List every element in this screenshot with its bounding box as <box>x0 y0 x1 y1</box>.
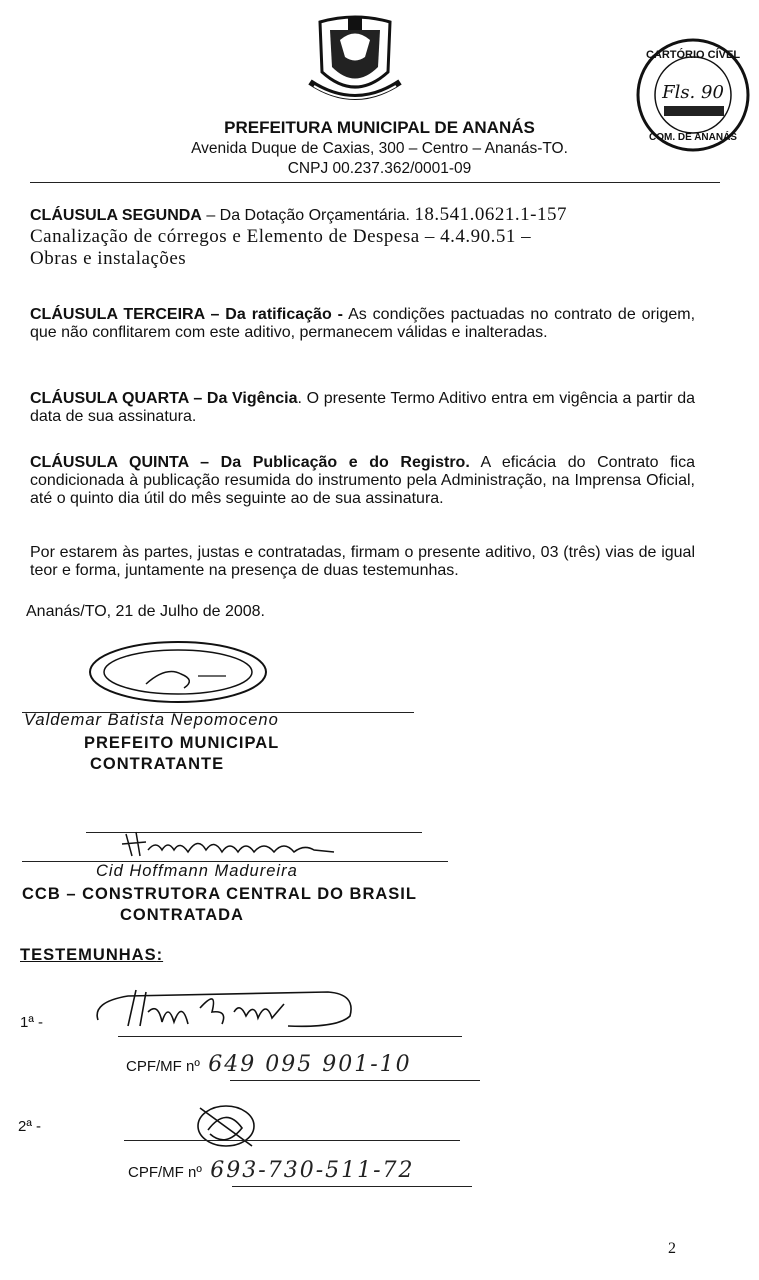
svg-text:COM. DE ANANÁS: COM. DE ANANÁS <box>649 132 737 143</box>
place-date: Ananás/TO, 21 de Julho de 2008. <box>26 603 265 620</box>
svg-text:CARTÓRIO CÍVEL: CARTÓRIO CÍVEL <box>645 49 741 61</box>
contratante-party: CONTRATANTE <box>90 755 225 773</box>
header-divider <box>30 182 720 183</box>
witness-2-signature <box>186 1098 266 1156</box>
clause-heading: CLÁUSULA QUINTA – Da Publicação e do Registro. <box>30 454 470 471</box>
contratada-signature <box>118 826 348 862</box>
cpf-label: CPF/MF nº <box>128 1164 202 1181</box>
witness-1-cpf <box>126 1052 412 1077</box>
closing-paragraph: Por estarem às partes, justas e contratadas, firmam o presente aditivo, 03 (três) vias de igual teor e forma, juntamente na presença de duas testemunhas. <box>30 544 695 579</box>
witness-2-cpf <box>128 1158 415 1183</box>
clause-segunda <box>30 204 700 270</box>
signature-line <box>118 1036 462 1037</box>
signature-line <box>232 1186 472 1187</box>
clause-quinta <box>30 454 695 508</box>
clause-terceira <box>30 306 695 342</box>
clause-line: Canalização de córregos e Elemento de Despesa – 4.4.90.51 – <box>30 226 532 247</box>
signature-line <box>230 1080 480 1081</box>
contratante-signature <box>86 636 271 708</box>
header-address: Avenida Duque de Caxias, 300 – Centro – Ananás-TO. <box>191 140 568 157</box>
cpf-value: 649 095 901-10 <box>208 1052 412 1077</box>
contratada-party: CONTRATADA <box>120 906 244 924</box>
clause-subtitle: – Da Dotação Orçamentária. <box>206 207 410 224</box>
signature-line <box>124 1140 460 1141</box>
witnesses-heading: TESTEMUNHAS: <box>20 946 164 964</box>
contratante-name: Valdemar Batista Nepomoceno <box>24 711 279 729</box>
cpf-value: 693-730-511-72 <box>210 1158 415 1183</box>
page-title: PREFEITURA MUNICIPAL DE ANANÁS <box>224 118 535 137</box>
clause-quarta <box>30 390 695 426</box>
clause-heading: CLÁUSULA QUARTA – Da Vigência <box>30 390 298 407</box>
svg-text:Fls. 90: Fls. 90 <box>662 82 724 103</box>
witness-label: 1ª - <box>20 1014 44 1031</box>
clause-heading: CLÁUSULA SEGUNDA <box>30 207 202 224</box>
header-cnpj: CNPJ 00.237.362/0001-09 <box>287 160 472 177</box>
contratante-role: PREFEITO MUNICIPAL <box>84 734 280 752</box>
witness-label: 2ª - <box>18 1118 42 1135</box>
budget-code: 18.541.0621.1-157 <box>414 204 567 225</box>
clause-line: Obras e instalações <box>30 248 187 269</box>
contratada-role: CCB – CONSTRUTORA CENTRAL DO BRASIL <box>22 885 417 903</box>
clause-body: As condições pactuadas no contrato de origem, que não conflitarem com este aditivo, permanecem válidas e inalteradas. <box>30 306 696 341</box>
municipal-crest-logo <box>300 12 410 112</box>
clause-body: . O presente Termo Aditivo entra em vigência a partir da data de sua assinatura. <box>30 390 695 425</box>
clause-body: A eficácia do Contrato fica condicionada à publicação resumida do instrumento pela Administração, na Imprensa Oficial, até o quinto dia útil do mês seguinte ao de sua assinatura. <box>30 454 695 507</box>
cpf-label: CPF/MF nº <box>126 1058 200 1075</box>
page-number: 2 <box>668 1240 676 1257</box>
witness-1-signature <box>88 982 363 1042</box>
clause-heading: CLÁUSULA TERCEIRA – Da ratificação - <box>30 306 343 323</box>
contratada-name: Cid Hoffmann Madureira <box>96 862 298 880</box>
